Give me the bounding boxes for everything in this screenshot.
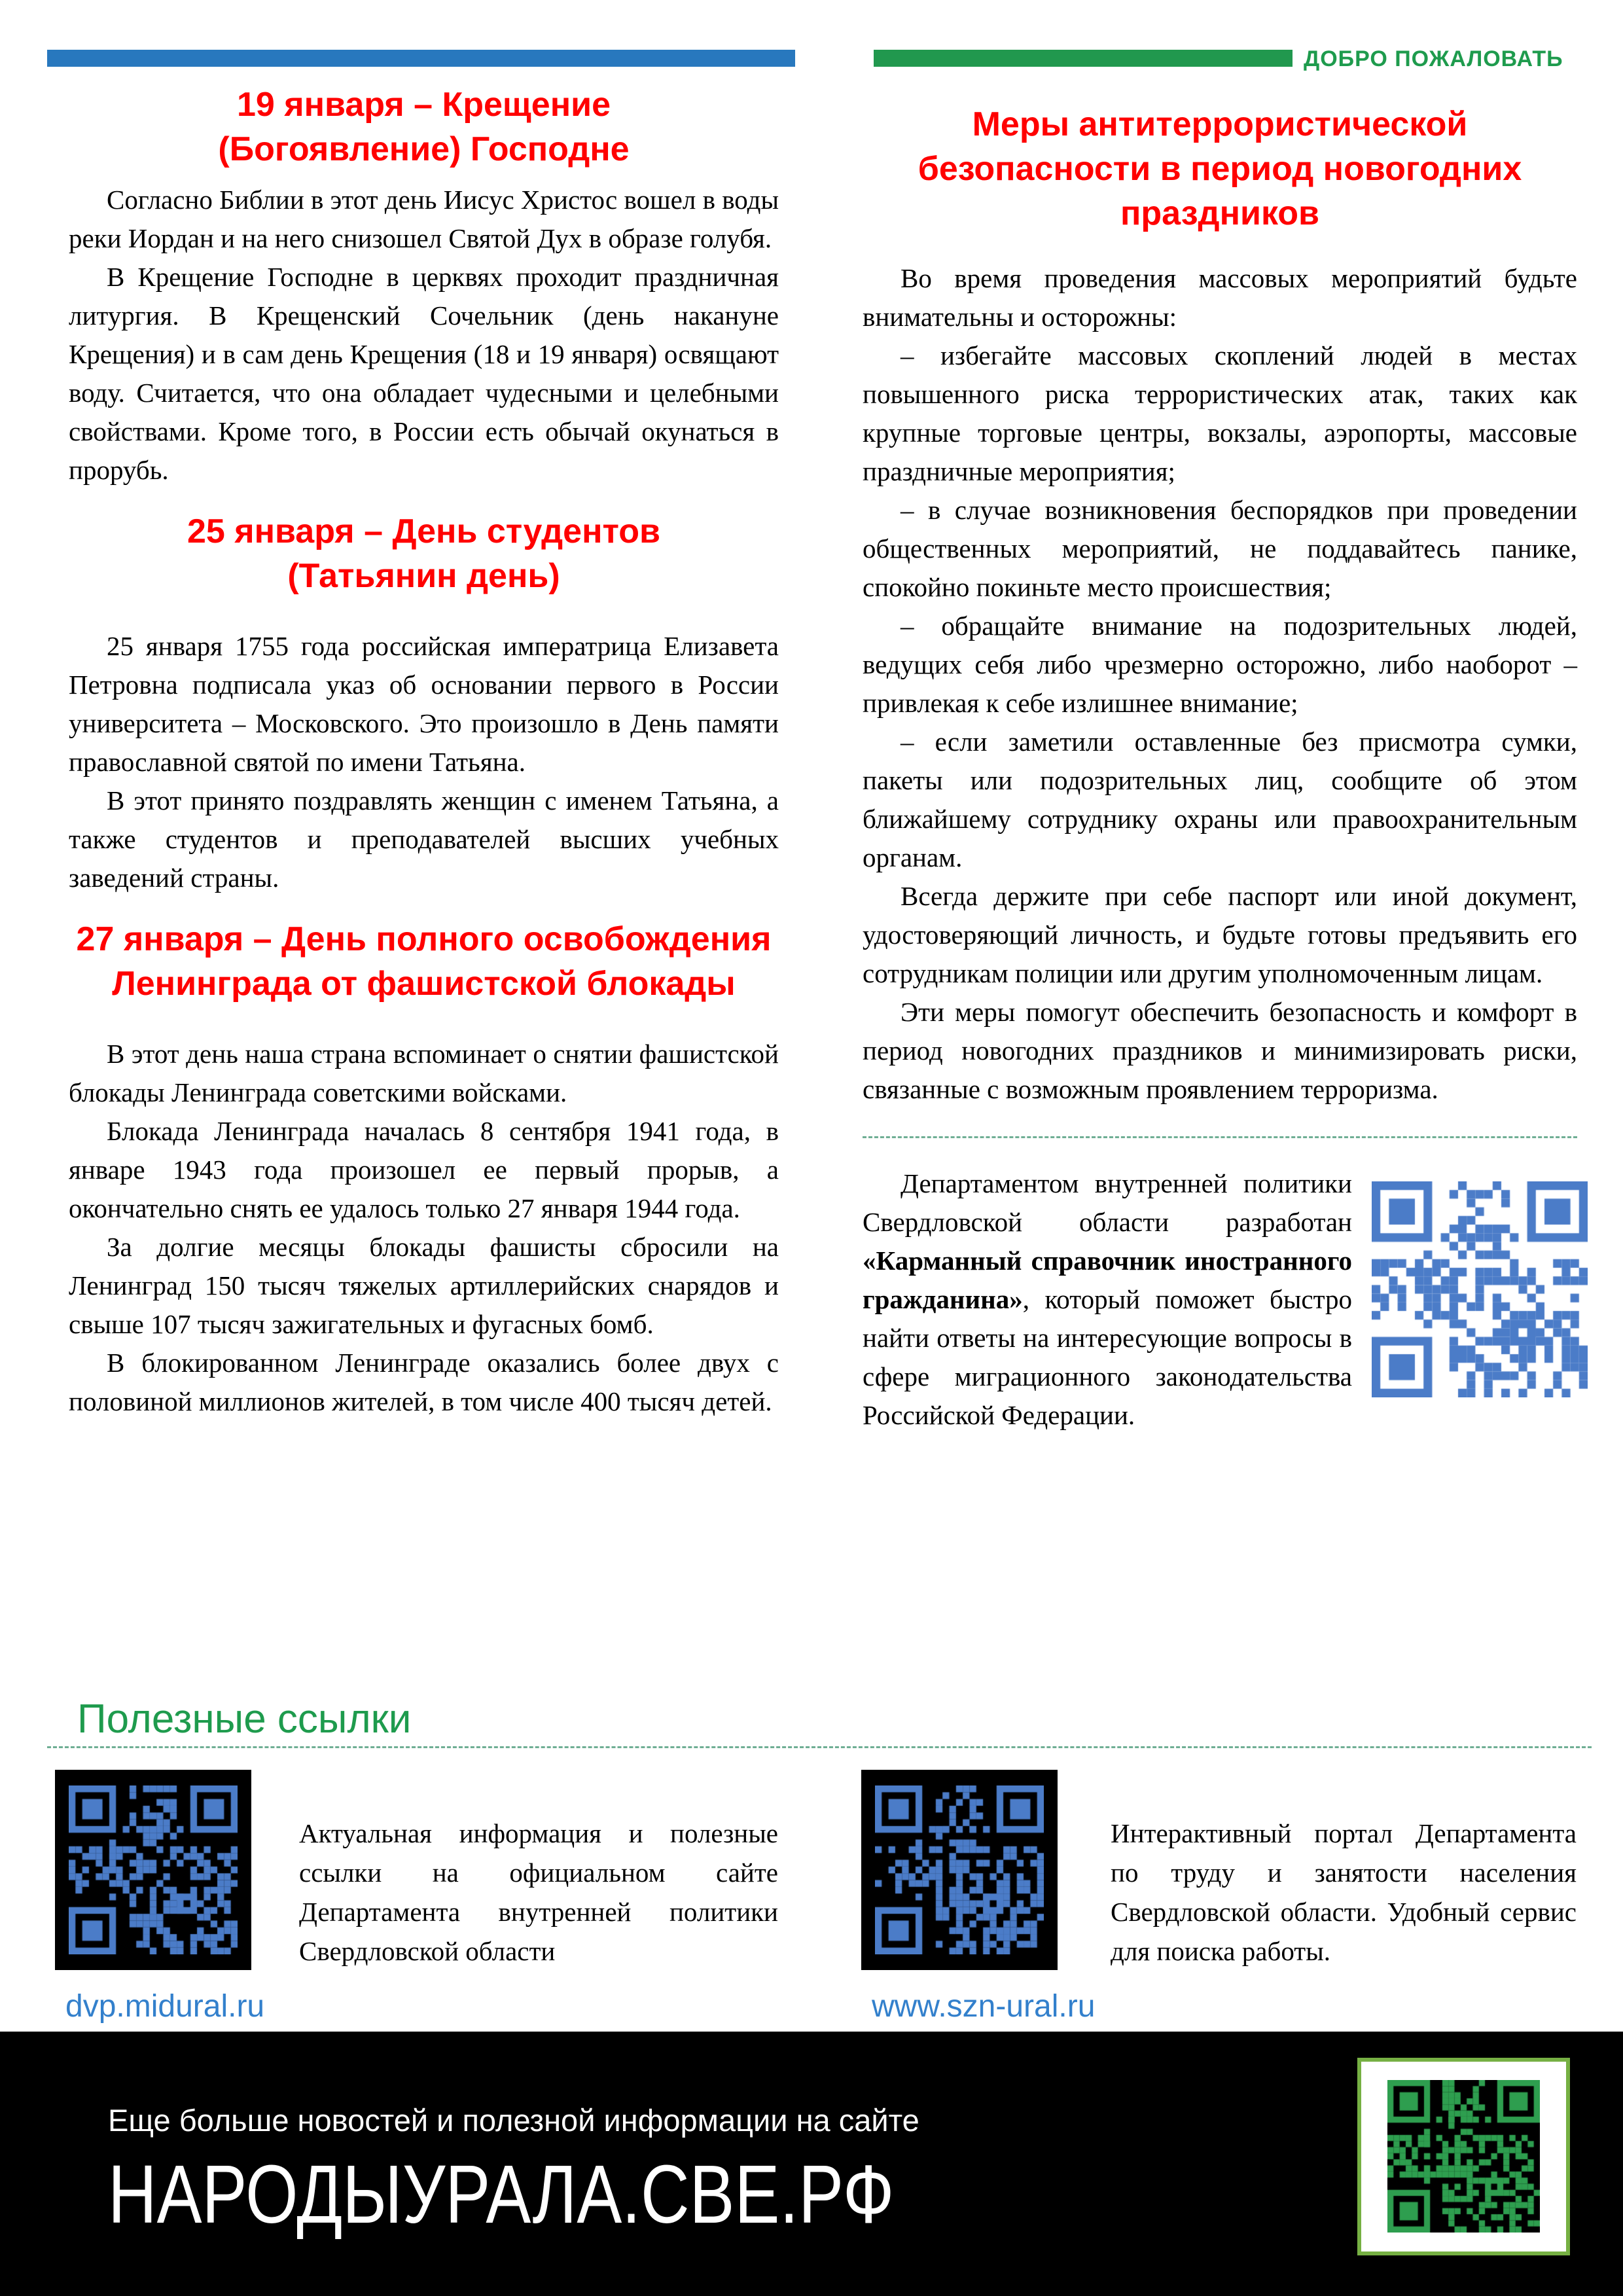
handbook-title-bold: «Карманный справочник иностранного гражданина» bbox=[863, 1246, 1352, 1314]
body-paragraph: Эти меры помогут обеспечить безопасность и комфорт в период новогодних праздников и минимизировать риски, связанные с возможным проявлением терроризма. bbox=[863, 997, 1577, 1104]
section-title-line: 19 января – Крещение bbox=[237, 86, 611, 124]
footer-site-title: НАРОДЫУРАЛА.СВЕ.РФ bbox=[108, 2148, 895, 2240]
section-title-january19 bbox=[69, 82, 779, 171]
list-item-dash: – если заметили оставленные без присмотра сумки, пакеты или подозрительных лиц, сообщите об этом ближайшему сотруднику охраны или правоохранительным органам. bbox=[863, 726, 1577, 872]
body-paragraph: Блокада Ленинграда началась 8 сентября 1941 года, в январе 1943 года произошел ее первый прорыв, а окончательно снять ее удалось только 27 января 1944 года. bbox=[69, 1116, 779, 1223]
qr-code-dvp-midural bbox=[69, 1785, 238, 1954]
link-szn-ural[interactable]: www.szn-ural.ru bbox=[872, 1989, 1096, 2024]
footer bbox=[0, 2032, 1623, 2296]
body-paragraph: Согласно Библии в этот день Иисус Христос вошел в воды реки Иордан и на него снизошел Святой Дух в образе голубя. bbox=[69, 185, 779, 253]
qr-code-narodyurala bbox=[1387, 2080, 1540, 2233]
welcome-text: ДОБРО ПОЖАЛОВАТЬ bbox=[1304, 46, 1563, 71]
body-paragraph: В Крещение Господне в церквях проходит праздничная литургия. В Крещенский Сочельник (день накануне Крещения) и в сам день Крещения (18 и 19 января) освящают воду. Считается, что она обладает чудесными и целебными свойствами. Кроме того, в России есть обычай окунаться в прорубь. bbox=[69, 262, 779, 485]
useful-links-heading: Полезные ссылки bbox=[77, 1696, 412, 1742]
handbook-block bbox=[863, 1164, 1577, 1531]
link-dvp-midural[interactable]: dvp.midural.ru bbox=[65, 1989, 265, 2024]
section-title-line: Меры антитеррористической bbox=[972, 105, 1468, 143]
top-blue-bar bbox=[47, 50, 795, 67]
link-card-text: Актуальная информация и полезные ссылки на официальном сайте Департамента внутренней политики Свердловской области bbox=[299, 1818, 778, 1966]
section-title-antiterror bbox=[863, 102, 1577, 236]
section-title-january27 bbox=[69, 917, 779, 1006]
body-paragraph: Всегда держите при себе паспорт или иной документ, удостоверяющий личность, и будьте готовы предъявить его сотрудникам полиции или другим уполномоченным лицам. bbox=[863, 881, 1577, 988]
list-item-dash: – избегайте массовых скоплений людей в местах повышенного риска террористических атак, таких как крупные торговые центры, вокзалы, аэропорты, массовые праздничные мероприятия; bbox=[863, 340, 1577, 486]
qr-card-dvp bbox=[55, 1770, 251, 1970]
section-title-line: 25 января – День студентов bbox=[187, 512, 661, 550]
body-paragraph: За долгие месяцы блокады фашисты сбросили на Ленинград 150 тысяч тяжелых артиллерийских снарядов и свыше 107 тысяч зажигательных и фугасных бомб. bbox=[69, 1232, 779, 1339]
qr-card-narodyurala bbox=[1357, 2058, 1570, 2255]
list-item-dash: – обращайте внимание на подозрительных людей, ведущих себя либо чрезмерно осторожно, либо наоборот – привлекая к себе излишнее внимание; bbox=[863, 611, 1577, 718]
top-green-bar bbox=[874, 50, 1293, 67]
section-title-line: 27 января – День полного освобождения bbox=[76, 920, 772, 958]
right-column bbox=[863, 102, 1577, 1531]
body-paragraph: Во время проведения массовых мероприятий будьте внимательны и осторожны: bbox=[863, 263, 1577, 332]
qr-code-szn-ural bbox=[875, 1785, 1044, 1954]
qr-card-szn bbox=[861, 1770, 1058, 1970]
body-paragraph: В этот принято поздравлять женщин с именем Татьяна, а также студентов и преподавателей высших учебных заведений страны. bbox=[69, 785, 779, 893]
link-card-text: Интерактивный портал Департамента по труду и занятости населения Свердловской области. Удобный сервис для поиска работы. bbox=[1111, 1818, 1577, 1966]
section-title-line: праздников bbox=[1120, 194, 1320, 232]
body-paragraph: 25 января 1755 года российская императрица Елизавета Петровна подписала указ об основании первого в России университета – Московского. Это произошло в День памяти православной святой по имени Татьяна. bbox=[69, 631, 779, 777]
full-width-divider-dashed bbox=[47, 1746, 1592, 1748]
list-item-dash: – в случае возникновения беспорядков при проведении общественных мероприятий, не поддавайтесь панике, спокойно покиньте место происшествия; bbox=[863, 495, 1577, 602]
section-title-line: (Богоявление) Господне bbox=[218, 130, 630, 168]
left-column bbox=[69, 82, 779, 1421]
section-title-january25 bbox=[69, 509, 779, 598]
section-title-line: (Татьянин день) bbox=[287, 557, 560, 595]
section-title-line: Ленинграда от фашистской блокады bbox=[112, 965, 736, 1003]
section-title-line: безопасности в период новогодних bbox=[918, 150, 1522, 188]
handbook-paragraph bbox=[863, 1164, 1352, 1435]
handbook-text: Департаментом внутренней политики Свердловской области разработан bbox=[863, 1168, 1352, 1237]
body-paragraph: В этот день наша страна вспоминает о снятии фашистской блокады Ленинграда советскими войсками. bbox=[69, 1039, 779, 1107]
handbook-text: , который поможет быстро найти ответы на интересующие вопросы в сфере миграционного законодательства Российской Федерации. bbox=[863, 1284, 1352, 1430]
qr-code-pocket-handbook bbox=[1372, 1181, 1588, 1397]
section-divider-dashed bbox=[863, 1136, 1577, 1138]
body-paragraph: В блокированном Ленинграде оказались более двух с половиной миллионов жителей, в том числе 400 тысяч детей. bbox=[69, 1348, 779, 1416]
footer-tagline: Еще больше новостей и полезной информации на сайте bbox=[108, 2103, 919, 2138]
